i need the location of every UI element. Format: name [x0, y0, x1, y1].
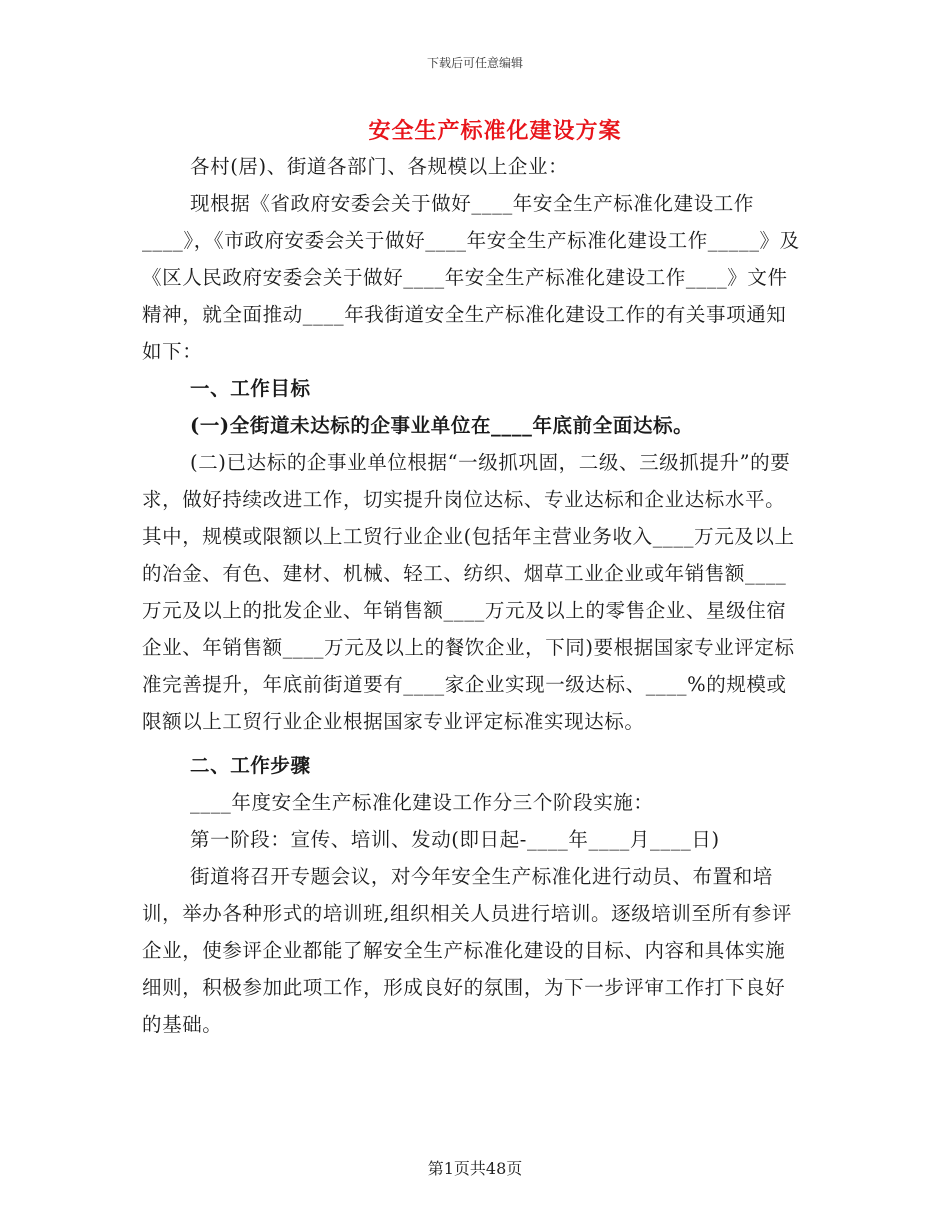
page-footer: 第1页共48页 [427, 1159, 523, 1178]
section-subheading: (一)全街道未达标的企事业单位在____年底前全面达标。 [190, 414, 694, 437]
document-body [142, 148, 802, 1043]
paragraph: (二)已达标的企事业单位根据“一级抓巩固，二级、三级抓提升”的要求，做好持续改进工作，切实提升岗位达标、专业达标和企业达标水平。其中，规模或限额以上工贸行业企业(包括年主营业务收入____万元及以上的冶金、有色、建材、机械、轻工、纺织、烟草工业企业或年销售额____万元及以上的批发企业、年销售额____万元及以上的零售企业、星级住宿企业、年销售额____万元及以上的餐饮企业，下同)要根据国家专业评定标准完善提升，年底前街道要有____家企业实现一级达标、____%的规模或限额以上工贸行业企业根据国家专业评定标准实现达标。 [142, 451, 795, 733]
section-heading: 二、工作步骤 [190, 754, 311, 777]
paragraph: ____年度安全生产标准化建设工作分三个阶段实施： [190, 791, 654, 814]
header-note: 下载后可任意编辑 [426, 56, 523, 70]
paragraph: 街道将召开专题会议，对今年安全生产标准化进行动员、布置和培训，举办各种形式的培训班,组织相关人员进行培训。逐级培训至所有参评企业，使参评企业都能了解安全生产标准化建设的目标、内容和具体实施细则，积极参加此项工作，形成良好的氛围，为下一步评审工作打下良好的基础。 [142, 865, 792, 1036]
paragraph: 现根据《省政府安委会关于做好____年安全生产标准化建设工作____》，《市政府安委会关于做好____年安全生产标准化建设工作_____》及《区人民政府安委会关于做好____年安全生产标准化建设工作____》文件精神，就全面推动____年我街道安全生产标准化建设工作的有关事项通知如下： [142, 192, 800, 363]
document-title: 安全生产标准化建设方案 [368, 118, 622, 144]
section-heading: 一、工作目标 [190, 377, 311, 400]
paragraph: 各村(居)、街道各部门、各规模以上企业： [190, 155, 569, 178]
paragraph: 第一阶段：宣传、培训、发动(即日起-____年____月____日) [190, 828, 720, 851]
